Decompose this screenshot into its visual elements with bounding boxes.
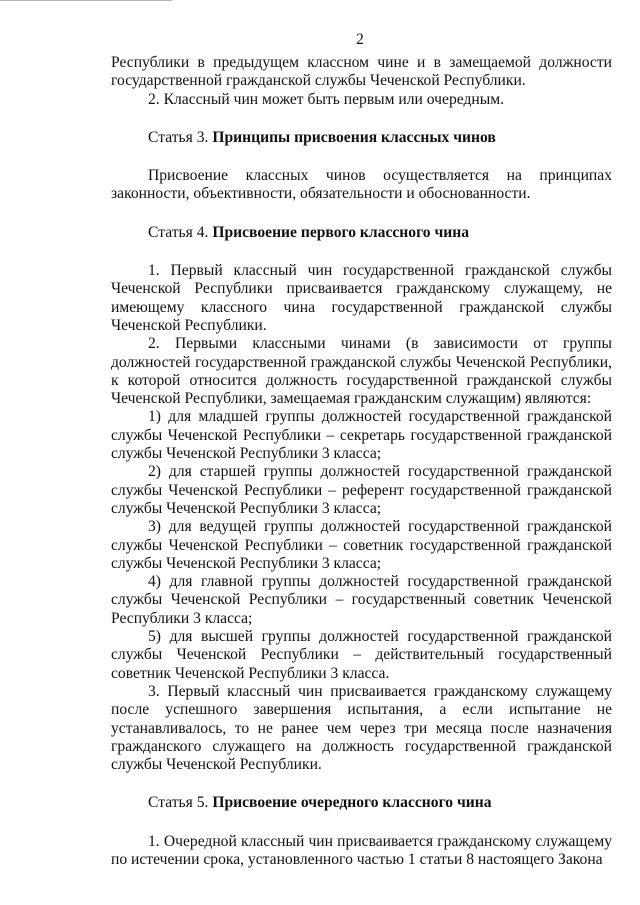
list-item-main-group: 4) для главной группы должностей государственной гражданской службы Чеченской Республики – государственный советник Чеченской Республики 3 класса; — [111, 573, 612, 627]
article-3-number: Статья 3. — [148, 128, 209, 146]
list-item-senior-group: 2) для старшей группы должностей государственной гражданской службы Чеченской Республики – референт государственной гражданской службы Чеченской Республики 3 класса; — [111, 463, 612, 517]
document-body — [111, 54, 612, 869]
article-4-heading — [111, 224, 612, 242]
list-item-junior-group: 1) для младшей группы должностей государственной гражданской службы Чеченской Республики – секретарь государственной гражданской службы Чеченской Республики 3 класса; — [111, 408, 612, 463]
article-4-title: Присвоение первого классного чина — [212, 223, 470, 241]
article-5-number: Статья 5. — [148, 794, 209, 812]
article-5-title: Присвоение очередного классного чина — [212, 794, 492, 812]
paragraph-article-4-part-2: 2. Первыми классными чинами (в зависимости от группы должностей государственной гражданской службы Чеченской Республики, к которой относится должность государственной гражданской службы Чеченской Республики, замещаемая гражданским служащим) являются: — [111, 335, 612, 408]
article-3-heading — [111, 129, 612, 147]
paragraph-article-4-part-1: 1. Первый классный чин государственной гражданской службы Чеченской Республики присваивается гражданскому служащему, не имеющему классного чина государственной гражданской службы Чеченской Республики. — [111, 262, 612, 334]
paragraph-intro-continuation: Республики в предыдущем классном чине и в замещаемой должности государственной гражданской службы Чеченской Республики. — [111, 54, 612, 90]
paragraph-intro-item-2: 2. Классный чин может быть первым или очередным. — [148, 90, 504, 108]
paragraph-article-5-part-1: 1. Очередной классный чин присваивается гражданскому служащему по истечении срока, установленного частью 1 статьи 8 настоящего Закона — [111, 832, 612, 868]
article-5-heading — [111, 794, 612, 812]
article-4-number: Статья 4. — [148, 223, 209, 241]
list-item-highest-group: 5) для высшей группы должностей государственной гражданской службы Чеченской Республики – действительный государственный советник Чеченской Республики 3 класса. — [111, 628, 612, 682]
scan-edge-line — [0, 0, 172, 1]
article-3-title: Принципы присвоения классных чинов — [212, 128, 496, 146]
paragraph-article-3-text: Присвоение классных чинов осуществляется на принципах законности, объективности, обязательности и обоснованности. — [111, 167, 612, 203]
paragraph-article-4-part-3: 3. Первый классный чин присваивается гражданскому служащему после успешного завершения испытания, а если испытание не устанавливалось, то не ранее чем через три месяца после назначения гражданского служащего на должность государственной гражданской службы Чеченской Республики. — [111, 682, 612, 774]
list-item-leading-group: 3) для ведущей группы должностей государственной гражданской службы Чеченской Республики – советник государственной гражданской службы Чеченской Республики 3 класса; — [111, 518, 612, 572]
page-number: 2 — [356, 31, 364, 48]
